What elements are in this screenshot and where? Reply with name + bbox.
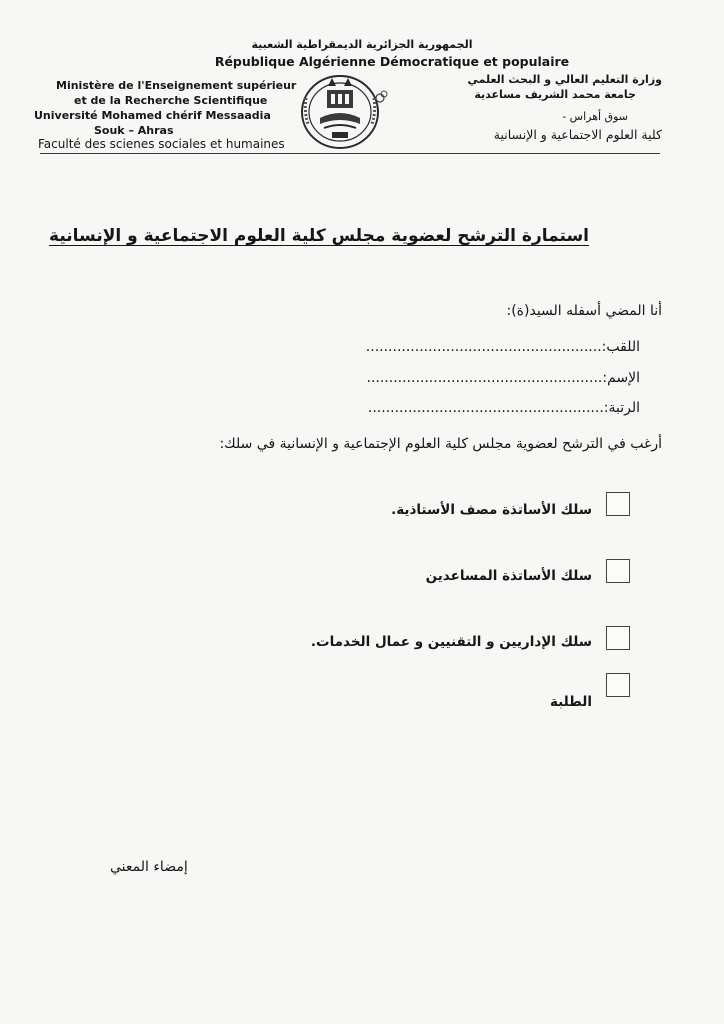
form-title: استمارة الترشح لعضوية مجلس كلية العلوم الاجتماعية و الإنسانية [49,226,589,246]
header-divider [40,153,660,154]
header-fr-faculty: Faculté des scienes sociales et humaines [38,137,285,151]
header-ar-republic: الجمهورية الجزائرية الديمقراطية الشعبية [251,38,473,51]
header-fr-city: Souk – Ahras [94,124,174,137]
checkbox-administrative-staff[interactable] [606,626,630,650]
header-fr-university: Université Mohamed chérif Messaadia [34,109,271,122]
header-fr-republic: République Algérienne Démocratique et populaire [214,54,570,69]
header-ar-university: جامعة محمد الشريف مساعدية [474,88,636,101]
intro-text: أنا المضي أسفله السيد(ة): [506,303,662,319]
checkbox-assistant-professors[interactable] [606,559,630,583]
name-field[interactable]: الإسم:..................................................... [366,370,640,386]
header-ar-ministry: وزارة التعليم العالي و البحث العلمي [467,73,662,86]
signature-label: إمضاء المعني [110,859,188,875]
header-fr-ministry-1: Ministère de l'Enseignement supérieur [56,79,297,92]
option-students: الطلبة [549,694,592,710]
header-ar-city: سوق أهراس - [562,110,628,123]
rank-field[interactable]: الرتبة:..................................................... [367,400,640,416]
option-assistant-professors: سلك الأساتذة المساعدين [425,568,592,584]
header-ar-faculty: كلية العلوم الاجتماعية و الإنسانية [493,127,662,142]
desire-text: أرغب في الترشح لعضوية مجلس كلية العلوم الإجتماعية و الإنسانية في سلك: [219,436,662,452]
surname-field[interactable]: اللقب:..................................................... [365,339,640,355]
header-fr-ministry-2: et de la Recherche Scientifique [74,94,268,107]
university-seal-icon [298,68,388,152]
checkbox-students[interactable] [606,673,630,697]
option-administrative-staff: سلك الإداريين و التقنيين و عمال الخدمات. [310,634,592,650]
option-professors: سلك الأساتذة مصف الأستاذية. [391,502,592,518]
checkbox-professors[interactable] [606,492,630,516]
